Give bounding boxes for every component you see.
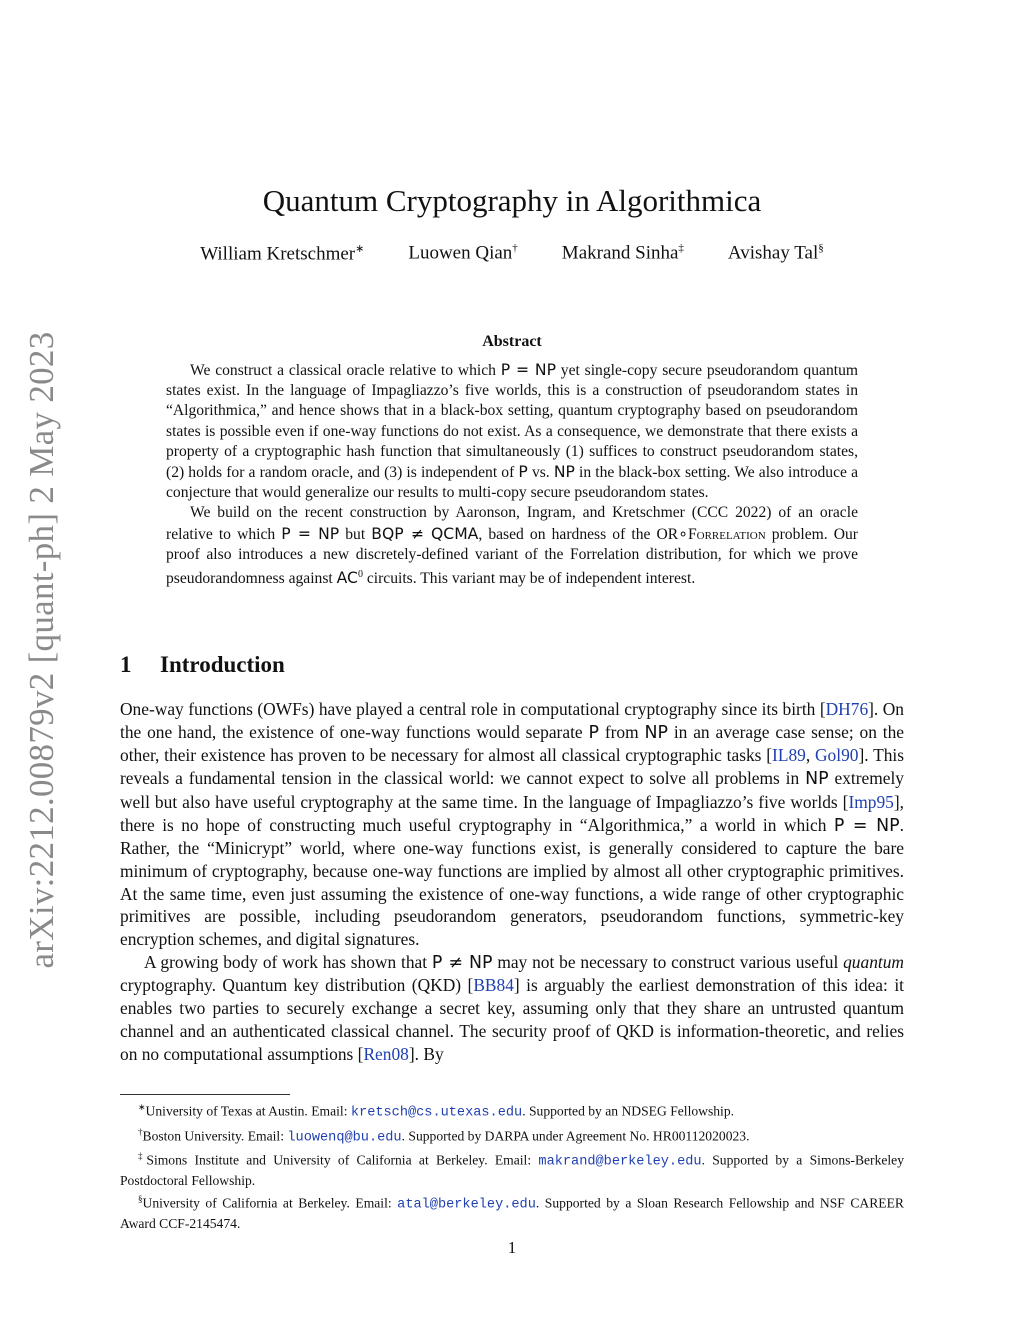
intro-paragraph: A growing body of work has shown that P ≠ NP may not be necessary to construct various useful quantum cryptography. Quantum key distribution (QKD) [BB84] is arguably the earliest demonstration of this idea: it enables two parties to securely exchange a secret key, assuming only that they share an untrusted quantum channel and an authenticated classical channel. The security proof of QKD is information-theoretic, and relies on no computational assumptions [Ren08]. By: [120, 951, 904, 1064]
footnotes: [120, 1098, 904, 1233]
arxiv-stamp-text: arXiv:2212.00879v2 [quant-ph] 2 May 2023: [22, 331, 61, 969]
citation-link[interactable]: IL89: [772, 745, 806, 766]
paper-title: Quantum Cryptography in Algorithmica: [262, 183, 762, 218]
footnote: †Boston University. Email: luowenq@bu.edu. Supported by DARPA under Agreement No. HR00112020023.: [138, 1126, 750, 1146]
section-number: 1: [120, 652, 132, 677]
footnote: ‡Simons Institute and University of California at Berkeley. Email: makrand@berkeley.edu. Supported by a Simons-Berkeley Postdoctoral Fellowship.: [120, 1151, 905, 1189]
citation-link[interactable]: BB84: [473, 975, 514, 996]
author: Makrand Sinha‡: [561, 242, 684, 264]
citation-link[interactable]: Gol90: [814, 745, 859, 766]
author: Avishay Tal§: [727, 242, 824, 264]
section-title: Introduction: [160, 652, 285, 677]
citation-link[interactable]: Imp95: [848, 791, 894, 812]
page-number: 1: [507, 1238, 517, 1257]
footnote-divider: [120, 1094, 290, 1095]
author: Luowen Qian†: [408, 242, 518, 264]
citation-link[interactable]: DH76: [825, 699, 869, 719]
email-link[interactable]: atal@berkeley.edu: [397, 1197, 536, 1213]
email-link[interactable]: kretsch@cs.utexas.edu: [350, 1105, 523, 1121]
introduction-body: [120, 698, 904, 1065]
footnote: ∗University of Texas at Austin. Email: kretsch@cs.utexas.edu. Supported by an NDSEG Fellowship.: [138, 1102, 735, 1121]
arxiv-identifier-stamp: [22, 331, 62, 969]
footnote: §University of California at Berkeley. Email: atal@berkeley.edu. Supported by a Sloan Research Fellowship and NSF CAREER Award CCF-2145474.: [120, 1194, 904, 1232]
intro-paragraph: One-way functions (OWFs) have played a central role in computational cryptography since its birth [DH76]. On the one hand, the existence of one-way functions would separate P from NP in an average case sense; on the other, their existence has proven to be necessary for almost all classical cryptographic tasks [IL89, Gol90]. This reveals a fundamental tension in the classical world: we cannot expect to solve all problems in NP extremely well but also have useful cryptography at the same time. In the language of Impagliazzo’s five worlds [Imp95], there is no hope of constructing much useful cryptography in “Algorithmica,” a world in which P = NP. Rather, the “Minicrypt” world, where one-way functions exist, is generally considered to capture the bare minimum of cryptography, because one-way functions are implied by almost all other cryptographic primitives. At the same time, even just assuming the existence of one-way functions, a wide range of other cryptographic primitives are possible, including pseudorandom generators, pseudorandom functions, symmetric-key encryption schemes, and digital signatures.: [120, 699, 904, 950]
author: William Kretschmer∗: [200, 243, 365, 265]
email-link[interactable]: luowenq@bu.edu: [287, 1130, 402, 1146]
abstract-heading: Abstract: [482, 333, 542, 350]
abstract-paragraph: We construct a classical oracle relative to which P = NP yet single-copy secure pseudorandom quantum states exist. In the language of Impagliazzo’s five worlds, this is a construction of pseudorandom states in “Algorithmica,” and hence shows that in a black-box setting, quantum cryptography based on pseudorandom states is possible even if one-way functions do not exist. As a consequence, we demonstrate that there exists a property of a cryptographic hash function that simultaneously (1) suffices to construct pseudorandom states, (2) holds for a random oracle, and (3) is independent of P vs. NP in the black-box setting. We also introduce a conjecture that would generalize our results to multi-copy secure pseudorandom states.: [166, 361, 858, 502]
abstract-paragraph: We build on the recent construction by Aaronson, Ingram, and Kretschmer (CCC 2022) of an oracle relative to which P = NP but BQP ≠ QCMA, based on hardness of the OR∘Forrelation problem. Our proof also introduces a new discretely-defined variant of the Forrelation distribution, for which we prove pseudorandomness against $AC^0$ circuits. This variant may be of independent interest.: [166, 504, 859, 588]
section-heading: [120, 652, 285, 678]
abstract-body: [166, 360, 858, 589]
citation-link[interactable]: Ren08: [363, 1043, 409, 1064]
author-list: [120, 242, 904, 265]
email-link[interactable]: makrand@berkeley.edu: [538, 1155, 702, 1170]
